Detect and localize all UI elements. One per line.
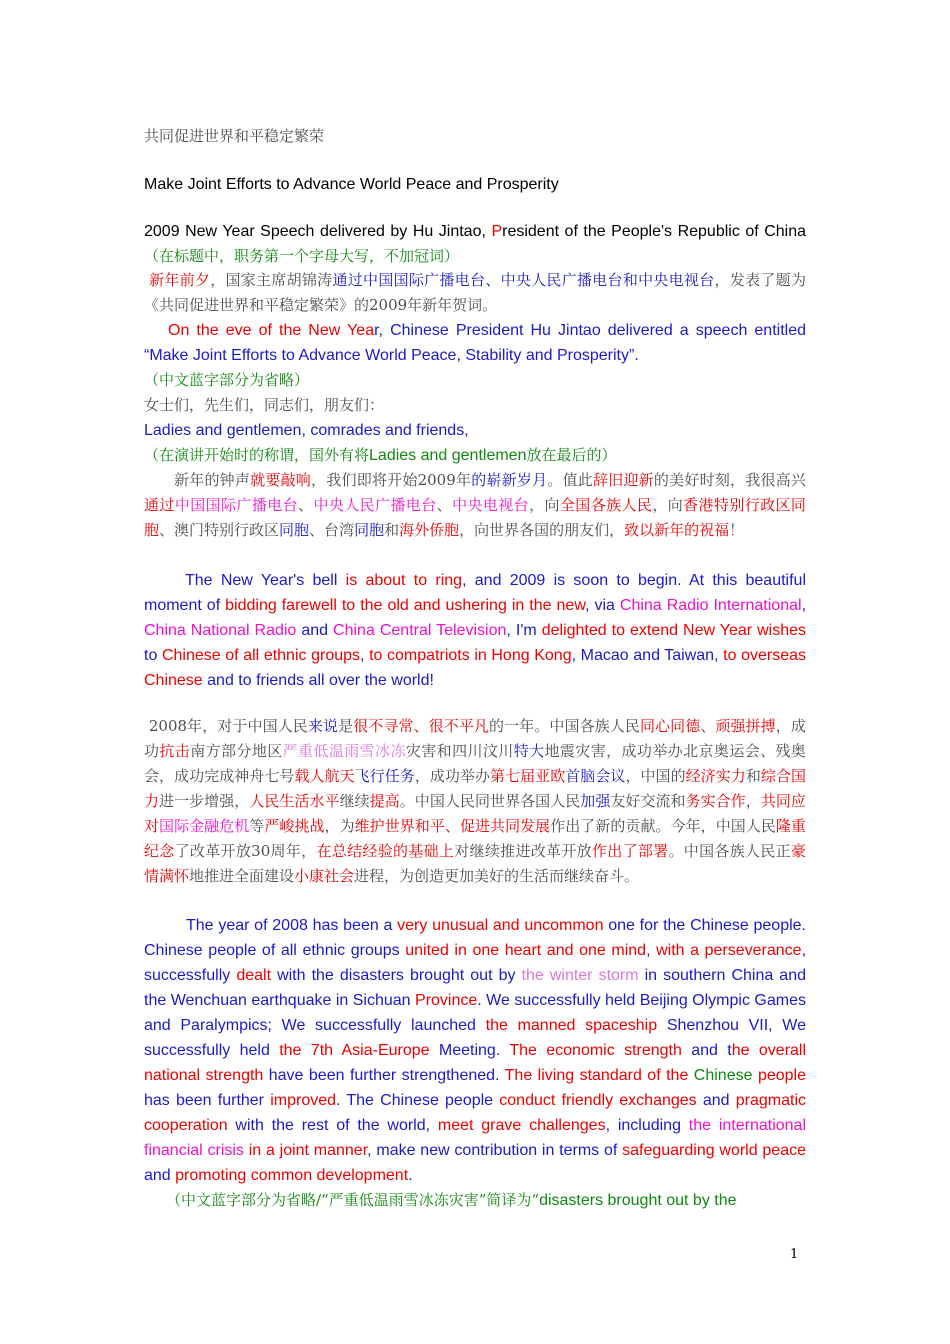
text-span: ！ bbox=[729, 521, 745, 539]
text-span: 进程，为创造更加美好的生活而继续奋斗。 bbox=[354, 867, 640, 885]
text-span: 新年前夕 bbox=[149, 271, 211, 289]
text-span: 放在最后的） bbox=[526, 446, 617, 464]
text-span: r, Chinese President Hu Jintao delivered a speech entitled “Make Joint Efforts to Advance World Peace, Stability and Prosperity”. bbox=[144, 322, 807, 364]
text-span: 严峻挑战 bbox=[264, 817, 325, 835]
text-span: 、澳门特别行政区 bbox=[159, 521, 280, 539]
text-span: 小康社会 bbox=[294, 867, 355, 885]
text-span: 在总结经验的基础上 bbox=[316, 842, 455, 860]
text-span: , bbox=[646, 942, 657, 959]
text-span: The New Year's bell bbox=[185, 572, 346, 589]
text-span: 致以新年的祝福 bbox=[624, 521, 730, 539]
text-span: 抗击 bbox=[159, 742, 191, 760]
salutation-cn: 女士们，先生们，同志们，朋友们： bbox=[144, 396, 385, 414]
text-span: ，向 bbox=[529, 496, 560, 514]
text-span: disasters brought out by the bbox=[539, 1192, 737, 1209]
text-span: 友好交流和 bbox=[610, 792, 686, 810]
text-span: ， bbox=[745, 792, 761, 810]
paragraph-3-en bbox=[144, 913, 806, 1188]
text-span: 的崭新岁月 bbox=[471, 471, 548, 489]
text-span: 特大 bbox=[513, 742, 545, 760]
text-span: conduct friendly exchanges bbox=[499, 1092, 697, 1109]
paragraph-3-cn bbox=[144, 714, 806, 889]
text-span: 豪情满怀 bbox=[144, 842, 806, 885]
text-span: 进一步增强， bbox=[159, 792, 250, 810]
text-span: to overseas Chinese bbox=[144, 647, 806, 689]
text-span: improved bbox=[270, 1092, 337, 1109]
text-span: have been further strengthened. bbox=[263, 1067, 505, 1084]
text-span: 香港特别行政区同胞 bbox=[144, 496, 806, 539]
text-span: （在演讲开始时的称谓，国外有将 bbox=[144, 446, 370, 464]
text-span: the 7th Asia-Europe bbox=[279, 1042, 430, 1059]
text-span: Ladies and gentlemen bbox=[369, 447, 527, 464]
text-span: ，为 bbox=[324, 817, 355, 835]
text-span: has been further bbox=[144, 1092, 271, 1109]
text-span: On the eve of the New Yea bbox=[168, 322, 375, 339]
text-span: 载人航天 bbox=[294, 767, 355, 785]
text-span: The economic strength bbox=[509, 1042, 682, 1059]
text-span: 务实合作 bbox=[685, 792, 746, 810]
text-span: with the rest of the world, bbox=[227, 1117, 438, 1134]
text-span: . We successfully held Beijing Olympic Games and Paralympics; We successfully launched bbox=[144, 992, 806, 1034]
text-span: 顽强拼搏 bbox=[715, 717, 776, 735]
text-span: promoting common development bbox=[175, 1167, 409, 1184]
text-span: 、台湾 bbox=[309, 521, 355, 539]
text-span: 维护世界和平、促进共同发展 bbox=[354, 817, 551, 835]
text-span: The living standard of the bbox=[504, 1067, 694, 1084]
text-span: dealt bbox=[236, 967, 272, 984]
text-span: Chinese bbox=[693, 1067, 753, 1084]
text-span: in a joint manner bbox=[243, 1142, 368, 1159]
byline-capital-p: P bbox=[491, 223, 503, 240]
text-span: . bbox=[495, 1042, 510, 1059]
text-span: 南方部分地区 bbox=[190, 742, 283, 760]
text-span: ，向 bbox=[652, 496, 684, 514]
text-span: 、 bbox=[700, 717, 716, 735]
text-span: , successfully bbox=[144, 942, 807, 984]
text-span: ，国家主席胡锦涛 bbox=[210, 271, 333, 289]
text-span: with a perseverance bbox=[656, 942, 802, 959]
text-span: 继续 bbox=[339, 792, 370, 810]
text-span: , bbox=[801, 597, 807, 614]
text-span: 第七届亚欧 bbox=[490, 767, 566, 785]
text-span: 同胞 bbox=[279, 521, 310, 539]
text-span: 首脑会议 bbox=[565, 767, 626, 785]
text-span: one for the Chinese people. Chinese people of all ethnic groups bbox=[144, 917, 807, 959]
text-span: China Central Television bbox=[333, 622, 507, 639]
text-span: 提高 bbox=[369, 792, 400, 810]
text-span: with the disasters brought out by bbox=[271, 967, 522, 984]
text-span: 经济实力 bbox=[685, 767, 746, 785]
text-span: 是 bbox=[338, 717, 354, 735]
text-span: ，成功举办 bbox=[414, 767, 491, 785]
text-span: 灾害和四川汶川 bbox=[405, 742, 514, 760]
text-span: and bbox=[144, 1167, 176, 1184]
byline bbox=[144, 219, 806, 269]
text-span: is about to ring bbox=[345, 572, 463, 589]
text-span: , make new contribution in terms of bbox=[367, 1142, 623, 1159]
text-span: to bbox=[144, 647, 162, 664]
text-span: 国际金融危机 bbox=[159, 817, 250, 835]
text-span: , via bbox=[585, 597, 620, 614]
text-span: （中文蓝字部分为省略/“严重低温雨雪冰冻灾害”简译为“ bbox=[166, 1191, 540, 1209]
text-span: in southern China and the Wenchuan earthquake in Sichuan bbox=[144, 967, 806, 1009]
text-span: 新年的钟声 bbox=[174, 471, 251, 489]
text-span: 同心同德 bbox=[639, 717, 701, 735]
text-span: , bbox=[360, 647, 370, 664]
text-span: bidding farewell to the old and ushering in the new bbox=[225, 597, 585, 614]
text-span: meet grave challenges bbox=[437, 1117, 606, 1134]
text-span: ，成功 bbox=[144, 717, 806, 760]
text-span: 来说 bbox=[307, 717, 339, 735]
text-span: China National Radio bbox=[144, 622, 297, 639]
text-span: Meeting bbox=[429, 1042, 496, 1059]
text-span: and to friends all over the world! bbox=[202, 672, 434, 689]
text-span: , Macao and Taiwan, bbox=[571, 647, 724, 664]
byline-text: 2009 New Year Speech delivered by Hu Jintao, bbox=[144, 223, 492, 240]
text-span: pragmatic cooperation bbox=[144, 1092, 806, 1134]
text-span: , and 2009 is soon to begin. At this beautiful moment of bbox=[144, 572, 806, 614]
text-span: China Radio International bbox=[619, 597, 802, 614]
text-span: 通过中国国际广播电台、中央人民广播电台和中央电视台 bbox=[332, 271, 715, 289]
text-span: 、 bbox=[436, 496, 453, 514]
byline-text: resident of the People's Republic of China bbox=[502, 223, 807, 240]
text-span: 了改革开放30周年， bbox=[174, 842, 317, 860]
text-span: 加强 bbox=[580, 792, 611, 810]
text-span: 通过 bbox=[144, 496, 175, 514]
text-span: , I'm bbox=[506, 622, 542, 639]
text-span: 海外侨胞 bbox=[399, 521, 460, 539]
text-span: very unusual and uncommon bbox=[397, 917, 604, 934]
page-number: 1 bbox=[790, 1247, 799, 1262]
text-span: 等 bbox=[249, 817, 265, 835]
text-span: 中国国际广播电台 bbox=[174, 496, 299, 514]
text-span: 作出了新的贡献。今年，中国人民 bbox=[550, 817, 776, 835]
text-span: 对继续推进改革开放 bbox=[454, 842, 592, 860]
text-span: 共同应对 bbox=[144, 792, 806, 835]
text-span: 2008年，对于中国人民 bbox=[148, 717, 308, 735]
paragraph-1-cn bbox=[144, 268, 806, 318]
text-span: 飞行任务 bbox=[354, 767, 415, 785]
note-3 bbox=[144, 1188, 806, 1213]
text-span: ，发表了题为《共同促进世界和平稳定繁荣》的2009年新年贺词。 bbox=[144, 271, 806, 314]
text-span: 地震灾害，成功举办北京奥运会、残奥会，成功完成神舟七号 bbox=[144, 742, 806, 785]
text-span: and bbox=[296, 622, 334, 639]
text-span: ，向世界各国的朋友们， bbox=[459, 521, 625, 539]
text-span: ，我们即将开始2009年 bbox=[311, 471, 472, 489]
paragraph-2-cn bbox=[144, 468, 806, 543]
title-cn: 共同促进世界和平稳定繁荣 bbox=[144, 127, 325, 145]
note-1: （中文蓝字部分为省略） bbox=[144, 371, 310, 389]
text-span: 辞旧迎新 bbox=[593, 471, 654, 489]
text-span: 人民生活水平 bbox=[249, 792, 340, 810]
text-span: safeguarding world peace bbox=[622, 1142, 807, 1159]
byline-note: （在标题中，职务第一个字母大写，不加冠词） bbox=[144, 247, 460, 265]
text-span: the international financial crisis bbox=[144, 1117, 807, 1159]
title-en: Make Joint Efforts to Advance World Peace and Prosperity bbox=[144, 176, 559, 193]
text-span: 、 bbox=[298, 496, 314, 514]
text-span: . bbox=[408, 1167, 413, 1184]
text-span: , including bbox=[605, 1117, 689, 1134]
text-span: 的美好时刻，我很高兴 bbox=[653, 471, 806, 489]
text-span: 很不寻常、很不平凡 bbox=[353, 717, 490, 735]
note-2 bbox=[144, 443, 806, 468]
salutation-en: Ladies and gentlemen, comrades and friends, bbox=[144, 422, 469, 439]
text-span: 就要敲响 bbox=[250, 471, 312, 489]
text-span: ，中国的 bbox=[625, 767, 686, 785]
text-span: 和 bbox=[745, 767, 761, 785]
text-span: 。值此 bbox=[547, 471, 594, 489]
text-span: 的一年。中国各族人民 bbox=[489, 717, 640, 735]
text-span: 。中国人民同世界各国人民 bbox=[399, 792, 581, 810]
text-span: delighted to extend New Year wishes bbox=[541, 622, 807, 639]
text-span: the manned spaceship bbox=[485, 1017, 658, 1034]
text-span: Chinese of all ethnic groups bbox=[161, 647, 361, 664]
text-span: and bbox=[696, 1092, 736, 1109]
text-span: Shenzhou VII, We successfully held bbox=[144, 1017, 806, 1059]
text-span: 地推进全面建设 bbox=[189, 867, 295, 885]
text-span: and t bbox=[681, 1042, 732, 1059]
text-span: 和 bbox=[384, 521, 400, 539]
text-span: 综合国力 bbox=[144, 767, 806, 810]
paragraph-2-en bbox=[144, 568, 806, 693]
text-span: the winter storm bbox=[521, 967, 639, 984]
text-span: The year of 2008 has been a bbox=[186, 917, 398, 934]
text-span: 全国各族人民 bbox=[559, 496, 653, 514]
text-span: . The Chinese people bbox=[336, 1092, 500, 1109]
text-span: people bbox=[752, 1067, 806, 1084]
paragraph-1-en bbox=[144, 318, 806, 368]
text-span: 。中国各族人民正 bbox=[668, 842, 791, 860]
text-span: to compatriots in Hong Kong bbox=[369, 647, 572, 664]
text-span: 同胞 bbox=[354, 521, 385, 539]
text-span: 作出了部署 bbox=[591, 842, 669, 860]
text-span: 中央电视台 bbox=[452, 496, 530, 514]
text-span: united in one heart and one mind bbox=[405, 942, 647, 959]
text-span: Province bbox=[415, 992, 478, 1009]
text-span: 严重低温雨雪冰冻 bbox=[282, 742, 406, 760]
text-span: 中央人民广播电台 bbox=[313, 496, 437, 514]
text-span: he overall national strength bbox=[144, 1042, 807, 1084]
text-span: 隆重纪念 bbox=[144, 817, 806, 860]
